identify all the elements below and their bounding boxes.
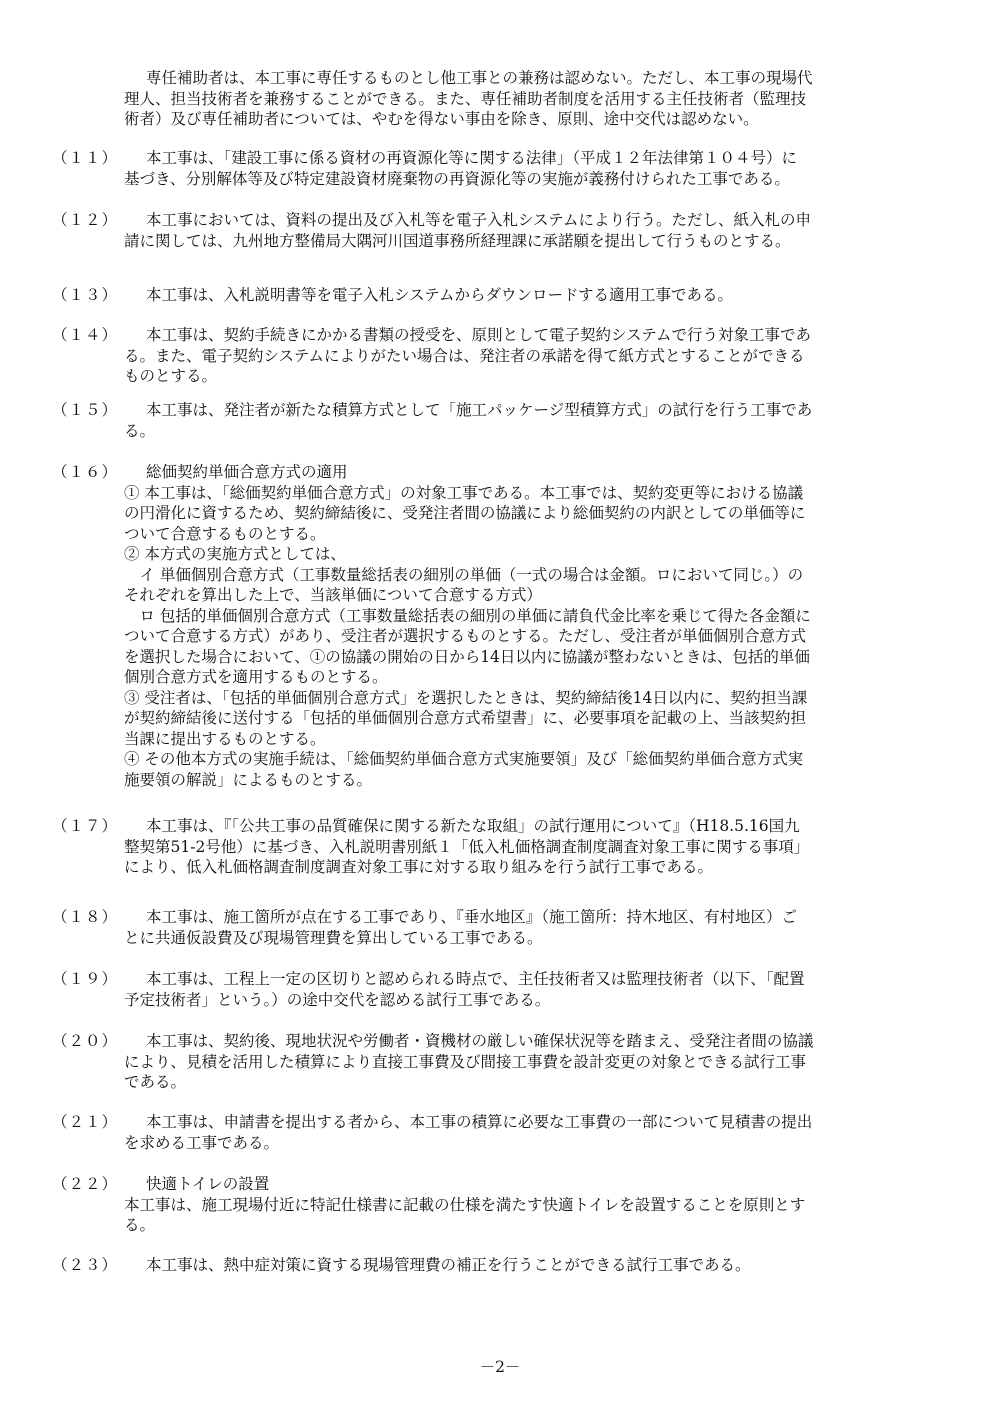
clause-12 xyxy=(52,210,954,251)
text-line: イ 単価個別合意方式（工事数量総括表の細別の単価（一式の場合は金額。ロにおいて同じ。）の xyxy=(124,565,804,584)
clause-number: （１７） xyxy=(52,817,119,835)
text-line: 本工事は、工程上一定の区切りと認められる時点で、主任技術者又は監理技術者（以下、「配置 xyxy=(146,970,805,988)
clause-heading: 快適トイレの設置 xyxy=(146,1175,270,1193)
text-line: ロ 包括的単価個別合意方式（工事数量総括表の細別の単価に請負代金比率を乗じて得た各金額に xyxy=(124,606,811,625)
clause-15 xyxy=(52,400,954,441)
clause-13 xyxy=(52,285,954,306)
clause-number: （１４） xyxy=(52,326,119,344)
text-line: る。また、電子契約システムによりがたい場合は、発注者の承諾を得て紙方式とすることができる xyxy=(124,346,805,365)
text-line: 本工事は、「建設工事に係る資材の再資源化等に関する法律」（平成１２年法律第１０４号）に xyxy=(146,149,798,167)
clause-number: （２１） xyxy=(52,1113,119,1131)
text-line: 本工事は、契約後、現地状況や労働者・資機材の厳しい確保状況等を踏まえ、受発注者間の協議 xyxy=(146,1032,814,1050)
text-line: 本工事は、申請書を提出する者から、本工事の積算に必要な工事費の一部について見積書の提出 xyxy=(146,1113,813,1131)
text-line: 本工事においては、資料の提出及び入札等を電子入札システムにより行う。ただし、紙入札の申 xyxy=(146,211,811,229)
clause-number: （１６） xyxy=(52,463,119,481)
clause-number: （１２） xyxy=(52,211,119,229)
text-line: ④ その他本方式の実施手続は、「総価契約単価合意方式実施要領」及び「総価契約単価合意方式実 xyxy=(124,750,804,768)
text-line: 本工事は、施工現場付近に特記仕様書に記載の仕様を満たす快適トイレを設置することを原則とす xyxy=(124,1195,806,1214)
clause-number: （２０） xyxy=(52,1032,119,1050)
text-line: を選択した場合において、①の協議の開始の日から14日以内に協議が整わないときは、包括的単価 xyxy=(124,647,810,666)
clause-heading: 総価契約単価合意方式の適用 xyxy=(146,463,348,481)
text-line: 本工事は、契約手続きにかかる書類の授受を、原則として電子契約システムで行う対象工事であ xyxy=(146,326,811,344)
clause-number: （１９） xyxy=(52,970,119,988)
intro-paragraph xyxy=(124,68,954,130)
text-line: る。 xyxy=(124,1216,156,1234)
clause-17 xyxy=(52,816,954,878)
text-line: ついて合意する方式）があり、受注者が選択するものとする。ただし、受注者が単価個別合意方式 xyxy=(124,627,807,645)
clause-22 xyxy=(52,1174,954,1236)
clause-number: （２３） xyxy=(52,1256,119,1274)
text-line: それぞれを算出した上で、当該単価について合意する方式） xyxy=(124,586,542,604)
clause-number: （１８） xyxy=(52,908,119,926)
clause-20 xyxy=(52,1031,954,1093)
text-line: 本工事は、施工箇所が点在する工事であり、『垂水地区』（施工箇所：持木地区、有村地区）ご xyxy=(146,908,798,926)
text-line: ついて合意するものとする。 xyxy=(124,524,326,543)
text-line: 本工事は、『「公共工事の品質確保に関する新たな取組」の試行運用について』（H18.5.16国九 xyxy=(146,817,800,835)
text-line: により、低入札価格調査制度調査対象工事に対する取り組みを行う試行工事である。 xyxy=(124,858,714,876)
text-line: が契約締結後に送付する「包括的単価個別合意方式希望書」に、必要事項を記載の上、当該契約担 xyxy=(124,709,807,727)
clause-number: （１５） xyxy=(52,401,119,419)
page-number: －2－ xyxy=(479,1358,521,1376)
clause-number: （１１） xyxy=(52,149,119,167)
text-line: である。 xyxy=(124,1073,187,1091)
text-line: 理人、担当技術者を兼務することができる。また、専任補助者制度を活用する主任技術者（監理技 xyxy=(124,89,807,108)
text-line: 施要領の解説」によるものとする。 xyxy=(124,770,373,789)
clause-21 xyxy=(52,1112,954,1153)
text-line: 専任補助者は、本工事に専任するものとし他工事との兼務は認めない。ただし、本工事の現場代 xyxy=(146,69,813,87)
text-line: る。 xyxy=(124,421,156,440)
clause-11 xyxy=(52,148,954,189)
text-line: ② 本方式の実施方式としては、 xyxy=(124,545,346,563)
text-line: ① 本工事は、「総価契約単価合意方式」の対象工事である。本工事では、契約変更等における協議 xyxy=(124,483,804,502)
clause-number: （２２） xyxy=(52,1175,119,1193)
text-line: ③ 受注者は、「包括的単価個別合意方式」を選択したときは、契約締結後14日以内に、契約担当課 xyxy=(124,688,808,707)
text-line: とに共通仮設費及び現場管理費を算出している工事である。 xyxy=(124,928,543,947)
clause-23 xyxy=(52,1255,954,1276)
clause-number: （１３） xyxy=(52,286,119,304)
text-line: 本工事は、入札説明書等を電子入札システムからダウンロードする適用工事である。 xyxy=(146,286,733,304)
clause-14 xyxy=(52,325,954,387)
clause-16 xyxy=(52,462,954,790)
text-line: 本工事は、発注者が新たな積算方式として「施工パッケージ型積算方式」の試行を行う工事であ xyxy=(146,401,813,419)
text-line: の円滑化に資するため、契約締結後に、受発注者間の協議により総価契約の内訳としての単価等に xyxy=(124,504,806,522)
text-line: 整契第51-2号他）に基づき、入札説明書別紙１「低入札価格調査制度調査対象工事に関する事項」 xyxy=(124,837,810,856)
text-line: 基づき、分別解体等及び特定建設資材廃棄物の再資源化等の実施が義務付けられた工事である。 xyxy=(124,169,790,188)
clause-19 xyxy=(52,969,954,1010)
text-line: 予定技術者」という。）の途中交代を認める試行工事である。 xyxy=(124,990,551,1009)
text-line: ものとする。 xyxy=(124,367,218,385)
clause-18 xyxy=(52,907,954,948)
text-line: 本工事は、熱中症対策に資する現場管理費の補正を行うことができる試行工事である。 xyxy=(146,1256,751,1274)
text-line: 個別合意方式を適用するものとする。 xyxy=(124,668,388,686)
text-line: を求める工事である。 xyxy=(124,1133,280,1152)
text-line: 請に関しては、九州地方整備局大隅河川国道事務所経理課に承諾願を提出して行うものとする。 xyxy=(124,231,791,250)
text-line: 当課に提出するものとする。 xyxy=(124,729,326,748)
text-line: により、見積を活用した積算により直接工事費及び間接工事費を設計変更の対象とできる試行工事 xyxy=(124,1052,807,1071)
text-line: 術者）及び専任補助者については、やむを得ない事由を除き、原則、途中交代は認めない。 xyxy=(124,110,759,128)
